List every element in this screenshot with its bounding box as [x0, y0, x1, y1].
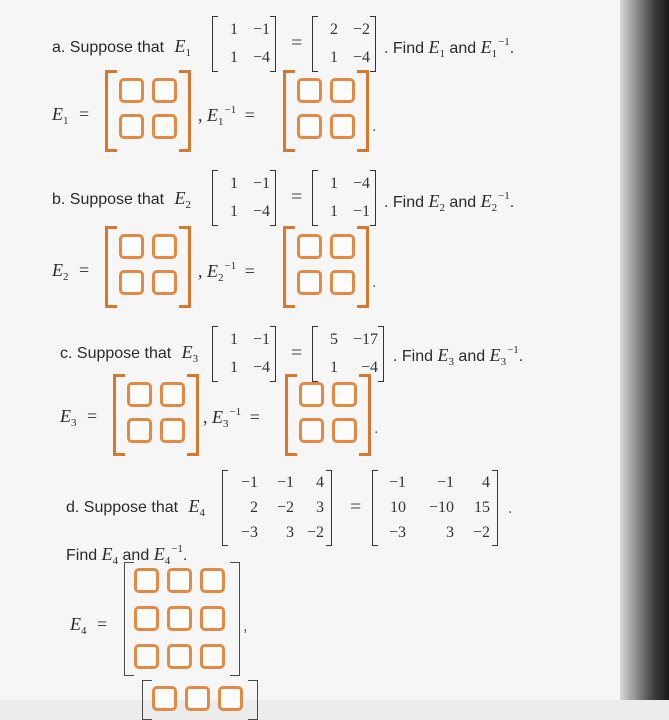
part-d-e-answer-matrix	[124, 562, 240, 676]
part-d-period-after-matrix: .	[508, 500, 513, 517]
part-c-lhs-matrix: 1 −1 1 −4	[212, 326, 276, 382]
answer-cell[interactable]	[134, 644, 159, 669]
answer-cell[interactable]	[167, 568, 192, 593]
part-d-lhs-matrix: −1 −1 4 2 −2 3 −3 3 −2	[222, 470, 332, 546]
part-d-prompt: d. Suppose that $E_4$	[66, 496, 206, 519]
part-c-period: .	[374, 420, 379, 437]
answer-cell[interactable]	[134, 606, 159, 631]
answer-cell[interactable]	[127, 418, 152, 443]
part-a-equals: =	[291, 32, 303, 54]
part-d-rhs-matrix: −1 −1 4 10 −10 15 −3 3 −2	[372, 470, 498, 546]
answer-cell[interactable]	[200, 606, 225, 631]
part-a-einv-answer-matrix	[283, 70, 369, 152]
answer-cell[interactable]	[297, 270, 322, 295]
part-c-einv-answer-matrix	[285, 374, 371, 456]
answer-cell[interactable]	[152, 234, 177, 259]
part-c-equals: =	[291, 342, 303, 364]
answer-cell[interactable]	[330, 114, 355, 139]
answer-cell[interactable]	[134, 568, 159, 593]
answer-cell[interactable]	[200, 644, 225, 669]
answer-cell[interactable]	[299, 382, 324, 407]
answer-cell[interactable]	[119, 270, 144, 295]
answer-cell[interactable]	[167, 644, 192, 669]
answer-cell[interactable]	[330, 234, 355, 259]
part-d-equals: =	[350, 496, 362, 518]
part-c-einv-label: , $E_3^{-1}$ =	[203, 406, 260, 430]
answer-cell[interactable]	[330, 78, 355, 103]
part-c-prompt: c. Suppose that $E_3$	[60, 342, 199, 365]
part-b-lhs-matrix: 1 −1 1 −4	[212, 170, 276, 226]
part-b-rhs-matrix: 1 −4 1 −1	[312, 170, 376, 226]
part-b-prompt: b. Suppose that $E_2$	[52, 188, 192, 211]
part-a-e-answer-matrix	[105, 70, 191, 152]
answer-cell[interactable]	[297, 234, 322, 259]
part-b-find: . Find $E_2$ and $E_2^{-1}$.	[384, 190, 515, 214]
part-a-find: . Find $E_1$ and $E_1^{-1}$.	[384, 36, 515, 60]
part-a-e-label: $E_1$ =	[52, 104, 90, 127]
answer-cell[interactable]	[332, 382, 357, 407]
answer-cell[interactable]	[185, 686, 210, 711]
answer-cell[interactable]	[127, 382, 152, 407]
part-b-einv-label: , $E_2^{-1}$ =	[198, 260, 255, 284]
answer-cell[interactable]	[119, 234, 144, 259]
answer-cell[interactable]	[297, 78, 322, 103]
part-b-equals: =	[291, 186, 303, 208]
part-b-einv-answer-matrix	[283, 226, 369, 308]
part-d-find: Find $E_4$ and $E_4^{-1}$.	[66, 543, 188, 567]
part-b-e-label: $E_2$ =	[52, 260, 90, 283]
part-b-e-answer-matrix	[105, 226, 191, 308]
part-a-rhs-matrix: 2 −2 1 −4	[312, 16, 376, 72]
part-d-comma: ,	[243, 618, 248, 635]
answer-cell[interactable]	[332, 418, 357, 443]
answer-cell[interactable]	[152, 270, 177, 295]
answer-cell[interactable]	[152, 686, 177, 711]
answer-cell[interactable]	[119, 114, 144, 139]
device-bezel	[620, 0, 669, 700]
answer-cell[interactable]	[152, 78, 177, 103]
answer-cell[interactable]	[299, 418, 324, 443]
answer-cell[interactable]	[297, 114, 322, 139]
answer-cell[interactable]	[167, 606, 192, 631]
part-a-lhs-matrix: 1 −1 1 −4	[212, 16, 276, 72]
part-a-period: .	[372, 118, 377, 135]
part-d-e-label: $E_4$ =	[70, 614, 108, 637]
answer-cell[interactable]	[160, 382, 185, 407]
answer-cell[interactable]	[119, 78, 144, 103]
part-c-e-label: $E_3$ =	[60, 406, 98, 429]
answer-cell[interactable]	[330, 270, 355, 295]
answer-cell[interactable]	[160, 418, 185, 443]
part-d-einv-answer-matrix	[142, 680, 258, 720]
answer-cell[interactable]	[152, 114, 177, 139]
answer-cell[interactable]	[218, 686, 243, 711]
part-c-e-answer-matrix	[113, 374, 199, 456]
part-c-rhs-matrix: 5 −17 1 −4	[312, 326, 384, 382]
part-a-prompt: a. Suppose that $E_1$	[52, 36, 192, 59]
part-c-find: . Find $E_3$ and $E_3^{-1}$.	[393, 344, 524, 368]
part-a-einv-label: , $E_1^{-1}$ =	[198, 104, 255, 128]
answer-cell[interactable]	[200, 568, 225, 593]
part-b-period: .	[372, 274, 377, 291]
